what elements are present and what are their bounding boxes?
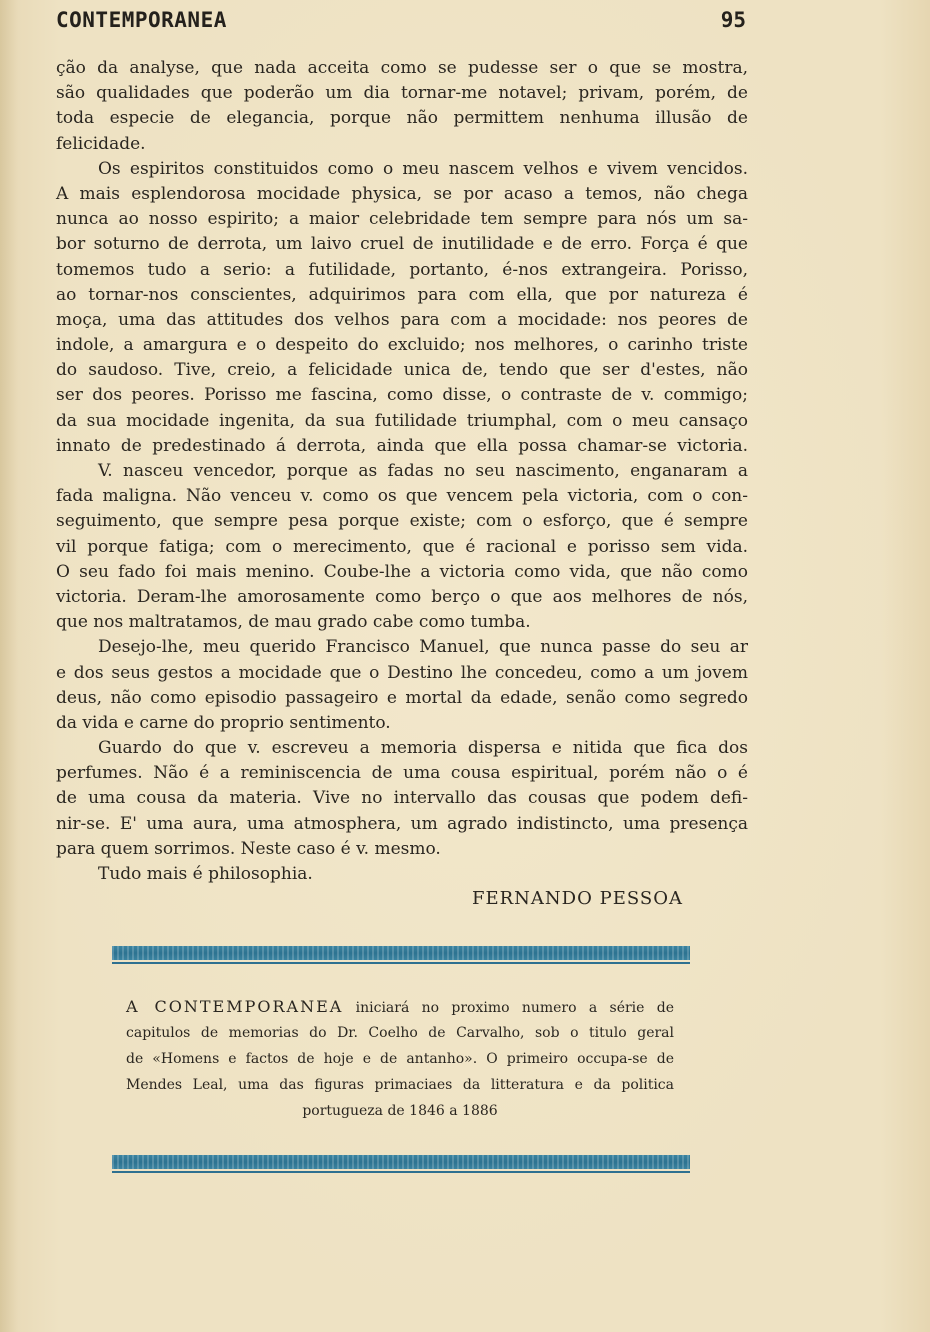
- article-line: fada maligna. Não venceu v. como os que vencem pela victoria, com o con-: [56, 486, 748, 507]
- article-line: e dos seus gestos a mocidade que o Destino lhe concedeu, como a um jovem: [56, 662, 748, 683]
- article-line: victoria. Deram-lhe amorosamente como berço o que aos melhores de nós,: [56, 586, 748, 607]
- article-line: ção da analyse, que nada acceita como se pudesse ser o que se mostra,: [56, 58, 748, 78]
- article-line: ao tornar-nos conscientes, adquirimos para com ella, que por natureza é: [56, 284, 748, 305]
- page-number: 95: [720, 8, 746, 32]
- article-line: A mais esplendorosa mocidade physica, se por acaso a temos, não chega: [56, 183, 748, 204]
- article-line: que nos maltratamos, de mau grado cabe como tumba.: [56, 612, 531, 633]
- article-line: são qualidades que poderão um dia tornar-me notavel; privam, porém, de: [56, 83, 748, 104]
- article-line: Tudo mais é philosophia.: [98, 864, 313, 884]
- announcement-line: [126, 994, 674, 1020]
- article-line: ser dos peores. Porisso me fascina, como disse, o contraste de v. commigo;: [56, 385, 748, 406]
- article-line: moça, uma das attitudes dos velhos para com a mocidade: nos peores de: [56, 309, 748, 330]
- article-line: V. nasceu vencedor, porque as fadas no seu nascimento, enganaram a: [98, 461, 748, 481]
- article-line: innato de predestinado á derrota, ainda que ella possa chamar-se victoria.: [56, 435, 748, 456]
- article-body: [56, 56, 748, 887]
- article-line: Os espiritos constituidos como o meu nascem velhos e vivem vencidos.: [98, 158, 748, 179]
- article-line: de uma cousa da materia. Vive no intervallo das cousas que podem defi-: [56, 788, 748, 809]
- running-title: CONTEMPORANEA: [56, 8, 227, 32]
- decorative-band-top: [112, 946, 690, 960]
- announcement-line: de «Homens e factos de hoje e de antanho». O primeiro occupa-se de: [126, 1051, 674, 1067]
- article-line: para quem sorrimos. Neste caso é v. mesmo.: [56, 838, 441, 859]
- announcement-text: iniciará no proximo numero a série de: [355, 1000, 674, 1016]
- article-line: nunca ao nosso espirito; a maior celebridade tem sempre para nós um sa-: [56, 209, 748, 230]
- article-line: perfumes. Não é a reminiscencia de uma cousa espiritual, porém não o é: [56, 763, 748, 784]
- article-line: Desejo-lhe, meu querido Francisco Manuel, que nunca passe do seu ar: [98, 637, 748, 658]
- article-line: seguimento, que sempre pesa porque existe; com o esforço, que é sempre: [56, 511, 748, 532]
- article-line: Guardo do que v. escreveu a memoria dispersa e nitida que fica dos: [98, 738, 748, 759]
- announcement-box: [126, 994, 674, 1124]
- magazine-name: A CONTEMPORANEA: [126, 997, 344, 1016]
- article-line: tomemos tudo a serio: a futilidade, portanto, é-nos extrangeira. Porisso,: [56, 259, 748, 280]
- article-line: da sua mocidade ingenita, da sua futilidade triumphal, com o meu cansaço: [56, 410, 748, 431]
- article-line: indole, a amargura e o despeito do excluido; nos melhores, o carinho triste: [56, 335, 748, 356]
- author-signature: FERNANDO PESSOA: [472, 888, 683, 909]
- article-line: bor soturno de derrota, um laivo cruel de inutilidade e de erro. Força é que: [56, 234, 748, 255]
- announcement-line: capitulos de memorias do Dr. Coelho de Carvalho, sob o titulo geral: [126, 1025, 674, 1041]
- page-header: [56, 8, 746, 40]
- article-line: da vida e carne do proprio sentimento.: [56, 712, 391, 733]
- article-line: felicidade.: [56, 133, 146, 154]
- article-line: nir-se. E' uma aura, uma atmosphera, um agrado indistincto, uma presença: [56, 813, 748, 834]
- article-line: vil porque fatiga; com o merecimento, que é racional e porisso sem vida.: [56, 536, 748, 557]
- article-line: toda especie de elegancia, porque não permittem nenhuma illusão de: [56, 108, 748, 129]
- announcement-line: Mendes Leal, uma das figuras primaciaes da litteratura e da politica: [126, 1077, 674, 1093]
- article-line: do saudoso. Tive, creio, a felicidade unica de, tendo que ser d'estes, não: [56, 360, 748, 381]
- article-line: O seu fado foi mais menino. Coube-lhe a victoria como vida, que não como: [56, 561, 748, 582]
- announcement-line: portugueza de 1846 a 1886: [302, 1103, 498, 1119]
- decorative-band-bottom: [112, 1155, 690, 1169]
- article-line: deus, não como episodio passageiro e mortal da edade, senão como segredo: [56, 687, 748, 708]
